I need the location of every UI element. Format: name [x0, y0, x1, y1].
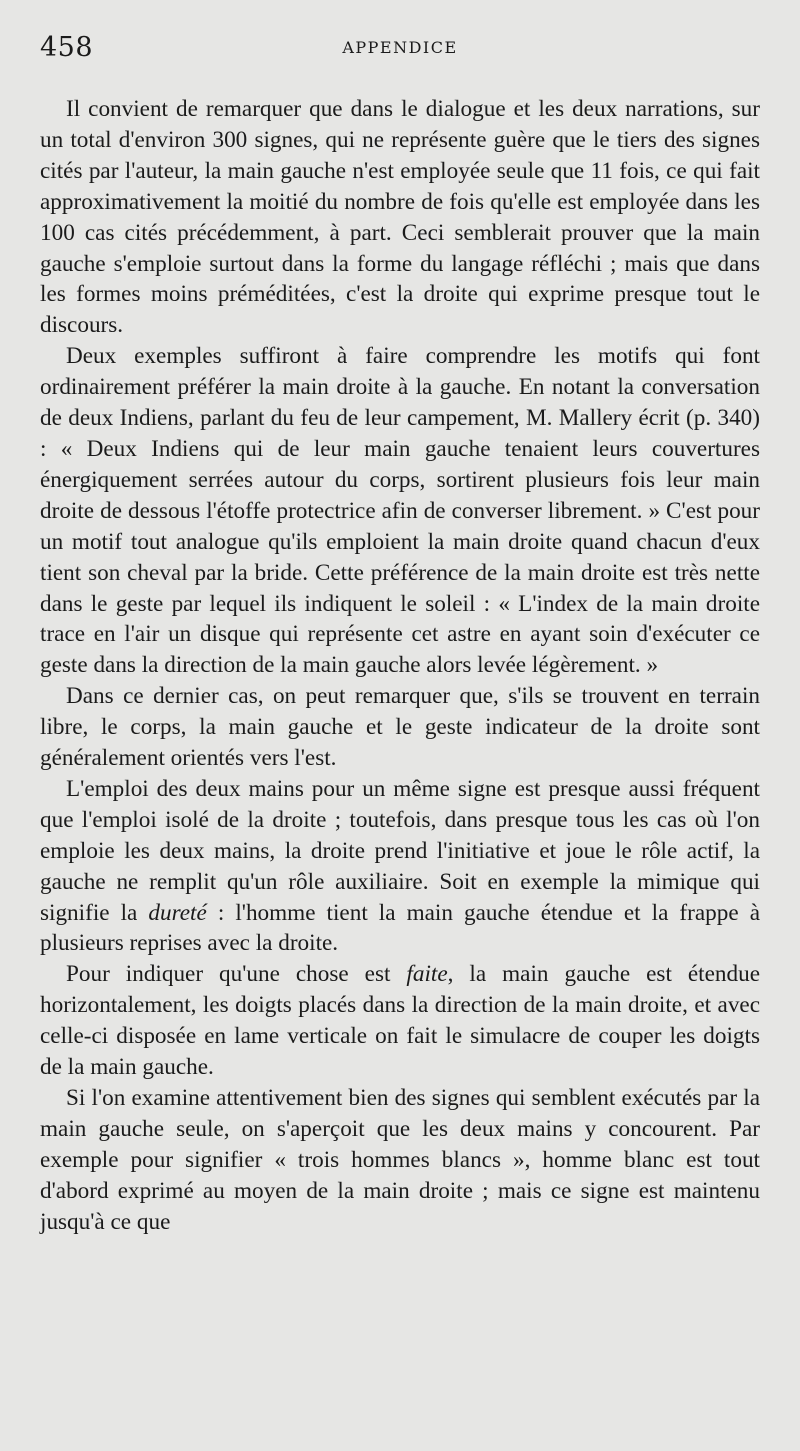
paragraph-5-part-2: , la main gauche est étendue horizontalement, les doigts placés dans la direction de la main droite, et avec celle-ci disposée en lame verticale on fait le simulacre de couper les doigts de la main gauche.: [40, 961, 760, 1081]
page-number: 458: [40, 32, 94, 63]
italic-term-faite: faite: [406, 961, 448, 988]
paragraph-5-part-1: Pour indiquer qu'une chose est: [66, 961, 407, 988]
italic-term-durete: dureté: [148, 899, 207, 926]
page-header: [40, 32, 760, 72]
body-text: [40, 94, 760, 1238]
paragraph-3: Dans ce dernier cas, on peut remarquer que, s'ils se trouvent en terrain libre, le corps, la main gauche et le geste indicateur de la droite sont généralement orientés vers l'est.: [40, 683, 760, 772]
paragraph-1: Il convient de remarquer que dans le dialogue et les deux narrations, sur un total d'environ 300 signes, qui ne représente guère que le tiers des signes cités par l'auteur, la main gauche n'est employée seule que 11 fois, ce qui fait approximativement la moitié du nombre de fois qu'elle est employée dans les 100 cas cités précédemment, à part. Ceci semblerait prouver que la main gauche s'emploie surtout dans la forme du langage réfléchi ; mais que dans les formes moins préméditées, c'est la droite qui exprime presque tout le discours.: [40, 96, 760, 339]
paragraph-4-part-1: L'emploi des deux mains pour un même signe est presque aussi fréquent que l'emploi isolé de la droite ; toutefois, dans presque tous les cas où l'on emploie les deux mains, la droite prend l'initiative et joue le rôle actif, la gauche ne remplit qu'un rôle auxiliaire. Soit en exemple la mimique qui signifie la: [40, 775, 760, 926]
paragraph-2: Deux exemples suffiront à faire comprendre les motifs qui font ordinairement préférer la main droite à la gauche. En notant la conversation de deux Indiens, parlant du feu de leur campement, M. Mallery écrit (p. 340) : « Deux Indiens qui de leur main gauche tenaient leurs couvertures énergiquement serrées autour du corps, sortirent plusieurs fois leur main droite de dessous l'étoffe protectrice afin de converser librement. » C'est pour un motif tout analogue qu'ils emploient la main droite quand chacun d'eux tient son cheval par la bride. Cette préférence de la main droite est très nette dans le geste par lequel ils indiquent le soleil : « L'index de la main droite trace en l'air un disque qui représente cet astre en ayant soin d'exécuter ce geste dans la direction de la main gauche alors levée légèrement. »: [40, 343, 760, 679]
running-head: APPENDICE: [342, 38, 458, 57]
paragraph-4-part-2: : l'homme tient la main gauche étendue et la frappe à plusieurs reprises avec la droite.: [40, 899, 760, 957]
paragraph-6: Si l'on examine attentivement bien des signes qui semblent exécutés par la main gauche seule, on s'aperçoit que les deux mains y concourent. Par exemple pour signifier « trois hommes blancs », homme blanc est tout d'abord exprimé au moyen de la main droite ; mais ce signe est maintenu jusqu'à ce que: [40, 1085, 760, 1235]
paragraph-5: [40, 959, 760, 1083]
paragraph-4: [40, 774, 760, 959]
